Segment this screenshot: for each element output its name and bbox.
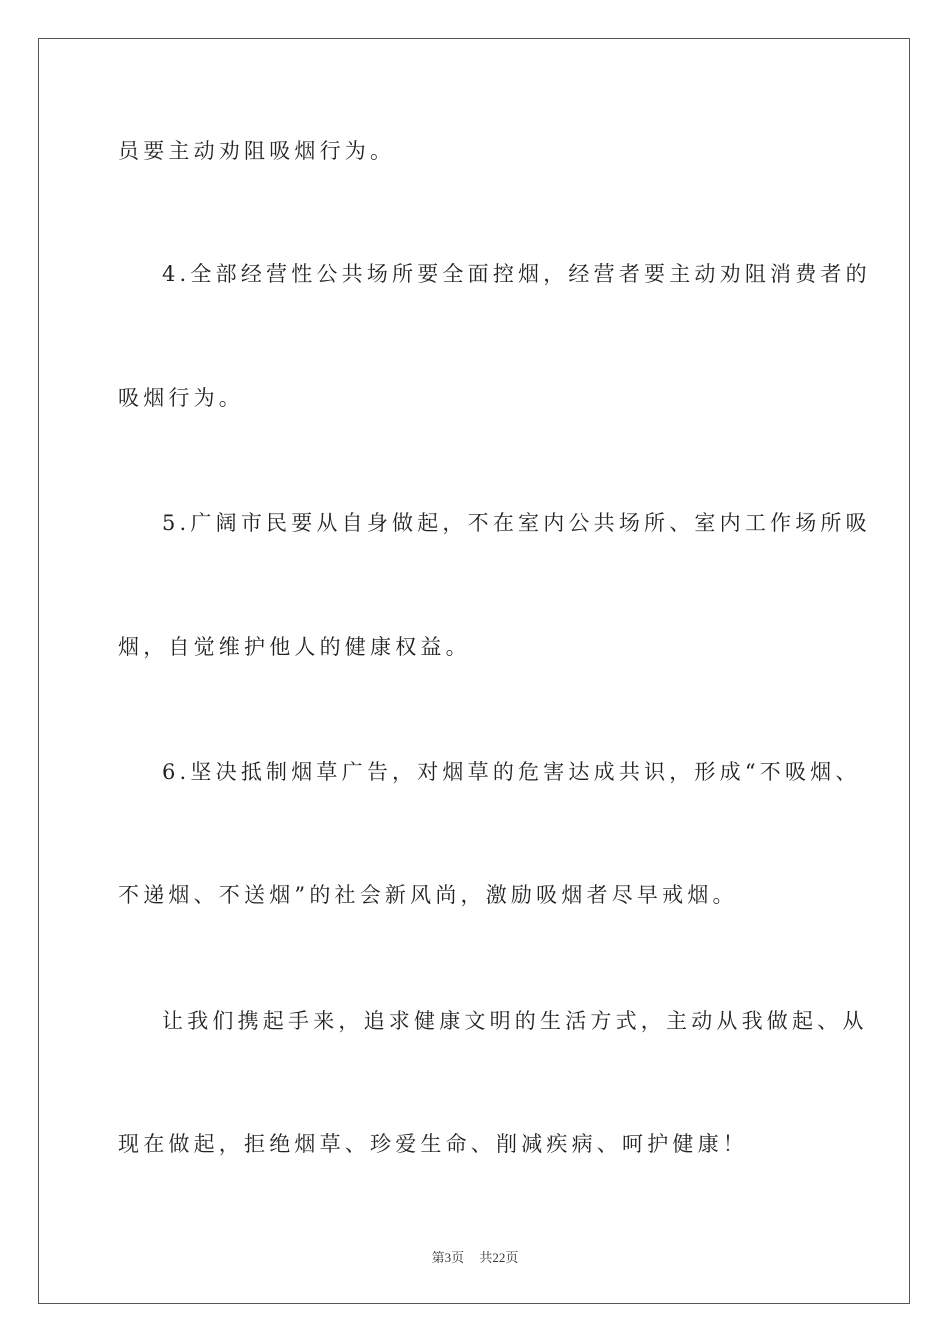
paragraph-line: 不递烟、不送烟”的社会新风尚，激励吸烟者尽早戒烟。	[118, 883, 738, 907]
page-footer	[0, 1247, 950, 1266]
page-total: 共22页	[479, 1250, 519, 1265]
page-number: 第3页	[431, 1250, 465, 1265]
page-frame	[38, 38, 910, 1304]
paragraph-line: 6.坚决抵制烟草广告，对烟草的危害达成共识，形成“不吸烟、	[162, 760, 861, 784]
paragraph-line: 5.广阔市民要从自身做起，不在室内公共场所、室内工作场所吸	[162, 511, 871, 535]
paragraph-line: 吸烟行为。	[118, 386, 244, 410]
paragraph-line: 现在做起，拒绝烟草、珍爱生命、削减疾病、呵护健康！	[118, 1132, 748, 1156]
paragraph-line: 让我们携起手来，追求健康文明的生活方式，主动从我做起、从	[162, 1009, 868, 1033]
paragraph-line: 4.全部经营性公共场所要全面控烟，经营者要主动劝阻消费者的	[162, 262, 871, 286]
paragraph-line: 员要主动劝阻吸烟行为。	[118, 139, 396, 163]
paragraph-line: 烟，自觉维护他人的健康权益。	[118, 635, 471, 659]
